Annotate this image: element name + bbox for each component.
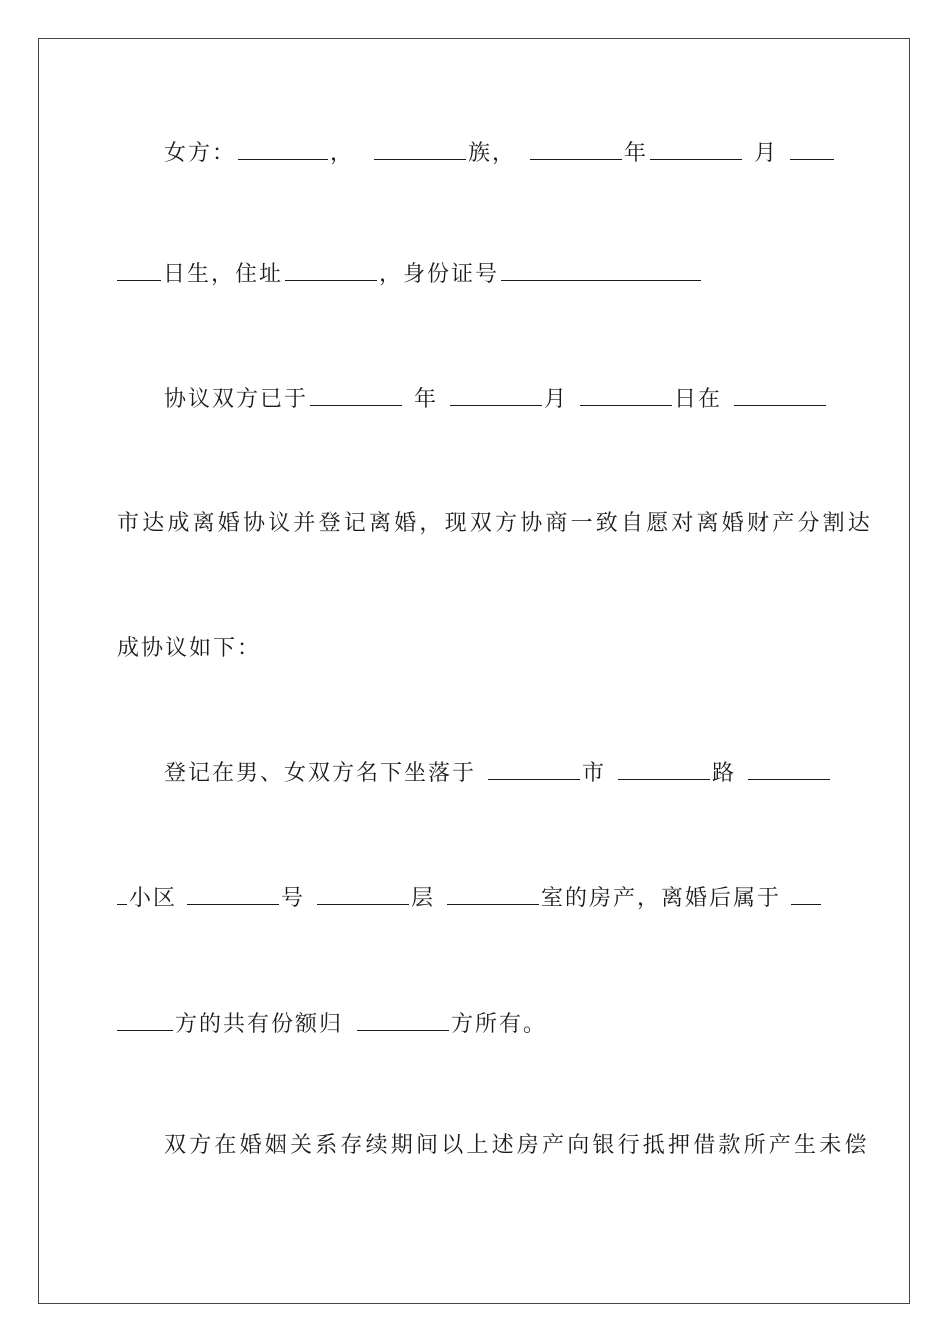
property-community-blank-start[interactable] <box>748 757 830 780</box>
female-info-line <box>117 137 835 169</box>
agreement-day-label: 日在 <box>674 387 723 412</box>
property-detail-line <box>117 882 835 914</box>
birth-address-line <box>117 258 835 290</box>
agreement-day-blank[interactable] <box>580 383 672 406</box>
building-number-blank[interactable] <box>187 882 279 905</box>
community-label: 小区 <box>129 886 178 911</box>
ethnicity-blank[interactable] <box>374 137 466 160</box>
room-blank[interactable] <box>447 882 539 905</box>
id-number-blank[interactable] <box>501 258 701 281</box>
agreement-text: 市达成离婚协议并登记离婚，现双方协商一致自愿对离婚财产分割达 <box>117 511 874 536</box>
id-label: ，身份证号 <box>379 262 500 287</box>
agreement-follow-text: 成协议如下： <box>117 636 262 661</box>
name-blank[interactable] <box>238 137 328 160</box>
birth-year-blank[interactable] <box>530 137 622 160</box>
floor-label: 层 <box>411 886 436 911</box>
female-label: 女方： <box>164 141 237 166</box>
agreement-year-blank[interactable] <box>310 383 402 406</box>
agreement-month-label: 月 <box>544 387 569 412</box>
owner-blank-start[interactable] <box>791 882 821 905</box>
ownership-line <box>117 1008 835 1040</box>
month-label: 月 <box>754 141 779 166</box>
owner-blank-end[interactable] <box>117 1008 173 1031</box>
paragraph-line-5 <box>117 634 835 664</box>
property-road-blank[interactable] <box>618 757 710 780</box>
agreement-date-line <box>117 383 835 415</box>
property-prefix: 登记在男、女双方名下坐落于 <box>164 761 477 786</box>
road-label: 路 <box>712 761 737 786</box>
property-location-line <box>117 757 835 789</box>
city-label: 市 <box>582 761 607 786</box>
birth-day-blank-start[interactable] <box>790 137 834 160</box>
page-border <box>38 38 910 1304</box>
owner-text: 方所有。 <box>451 1012 548 1037</box>
property-community-blank-end[interactable] <box>117 882 127 905</box>
address-blank[interactable] <box>285 258 377 281</box>
agreement-prefix: 协议双方已于 <box>164 387 309 412</box>
ethnicity-suffix: 族， <box>468 141 517 166</box>
share-text: 方的共有份额归 <box>175 1012 344 1037</box>
paragraph-line-4 <box>117 509 874 539</box>
comma: ， <box>330 141 355 166</box>
paragraph-line-9 <box>117 1131 870 1161</box>
birth-month-blank[interactable] <box>650 137 742 160</box>
agreement-city-blank[interactable] <box>734 383 826 406</box>
number-label: 号 <box>281 886 306 911</box>
year-label: 年 <box>624 141 649 166</box>
room-text: 室的房产，离婚后属于 <box>541 886 782 911</box>
property-city-blank[interactable] <box>488 757 580 780</box>
mortgage-text: 双方在婚姻关系存续期间以上述房产向银行抵押借款所产生未偿 <box>164 1133 870 1158</box>
new-owner-blank[interactable] <box>357 1008 449 1031</box>
birth-day-label: 日生，住址 <box>163 262 284 287</box>
agreement-month-blank[interactable] <box>450 383 542 406</box>
birth-day-blank-end[interactable] <box>117 258 161 281</box>
floor-blank[interactable] <box>317 882 409 905</box>
agreement-year-label: 年 <box>414 387 439 412</box>
